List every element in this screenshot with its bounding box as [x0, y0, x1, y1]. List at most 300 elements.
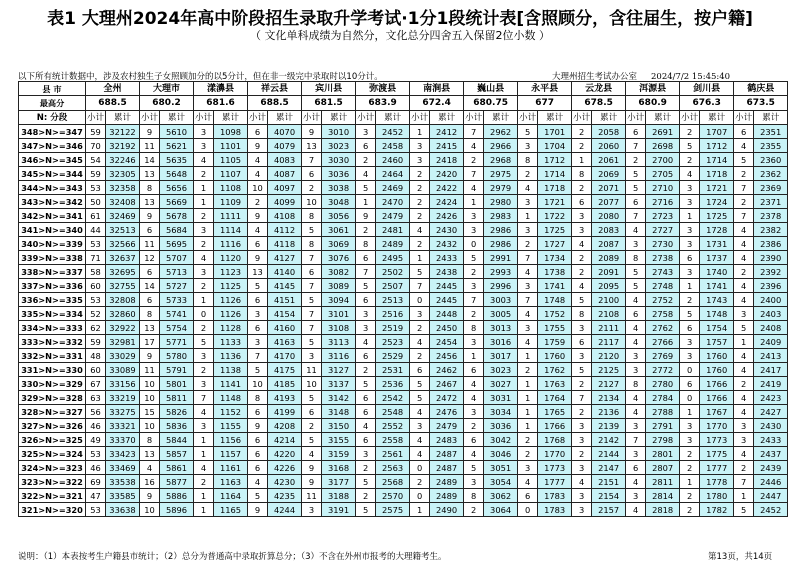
cumulative-header: 累计 [700, 111, 734, 125]
cumulative-cell: 33089 [106, 363, 140, 377]
subtotal-cell: 7 [194, 391, 214, 405]
subtotal-cell: 2 [248, 195, 268, 209]
table-row [19, 433, 788, 447]
cumulative-cell: 2986 [484, 223, 518, 237]
subtotal-cell: 4 [518, 265, 538, 279]
subtotal-cell: 1 [194, 503, 214, 517]
top-score-value: 672.4 [410, 96, 464, 111]
subtotal-cell: 1 [194, 447, 214, 461]
subtotal-cell: 3 [626, 363, 646, 377]
subtotal-cell: 10 [248, 377, 268, 391]
score-range: 323>N>=322 [19, 475, 86, 489]
subtotal-cell: 2 [572, 447, 592, 461]
cumulative-cell: 2568 [376, 475, 410, 489]
cumulative-cell: 2433 [754, 433, 788, 447]
subtotal-cell: 1 [518, 209, 538, 223]
cumulative-cell: 5727 [160, 279, 194, 293]
cumulative-cell: 1157 [214, 447, 248, 461]
subtotal-cell: 3 [518, 461, 538, 475]
subtotal-cell: 3 [464, 209, 484, 223]
subtotal-cell: 11 [140, 363, 160, 377]
subtotal-cell: 15 [140, 405, 160, 419]
subtotal-cell: 8 [518, 153, 538, 167]
cumulative-cell: 2979 [484, 181, 518, 195]
subtotal-cell: 10 [140, 419, 160, 433]
subtotal-header: 小计 [465, 112, 483, 123]
subtotal-cell: 53 [86, 447, 106, 461]
cumulative-cell: 2467 [430, 377, 464, 391]
subtotal-cell: 13 [302, 139, 322, 153]
subtotal-cell: 4 [734, 139, 754, 153]
subtotal-cell: 4 [626, 335, 646, 349]
cumulative-cell: 2769 [646, 349, 680, 363]
subtotal-cell: 5 [464, 461, 484, 475]
top-score-value: 680.9 [626, 96, 680, 111]
subtotal-cell: 1 [518, 391, 538, 405]
cumulative-cell: 2991 [484, 251, 518, 265]
subtotal-header: 小计 [141, 112, 159, 123]
cumulative-cell: 2487 [430, 447, 464, 461]
issuing-office: 大理州招生考试办公室 [552, 72, 638, 82]
cumulative-cell: 1728 [700, 223, 734, 237]
cumulative-cell: 32860 [106, 307, 140, 321]
cumulative-cell: 2378 [754, 209, 788, 223]
cumulative-cell: 2483 [430, 433, 464, 447]
subtotal-cell: 1 [734, 489, 754, 503]
top-score-value: 688.5 [248, 96, 302, 111]
score-range: 332>N>=331 [19, 349, 86, 363]
cumulative-cell: 2502 [376, 265, 410, 279]
subtotal-cell: 5 [680, 139, 700, 153]
cumulative-cell: 4226 [268, 461, 302, 475]
subtotal-cell: 2 [410, 349, 430, 363]
subtotal-cell: 2 [572, 265, 592, 279]
cumulative-cell: 2396 [754, 279, 788, 293]
cumulative-cell: 3030 [322, 153, 356, 167]
subtotal-cell: 10 [248, 181, 268, 195]
county-name: 大理市 [140, 82, 194, 96]
subtotal-cell: 5 [194, 335, 214, 349]
subtotal-cell: 3 [194, 223, 214, 237]
subtotal-header: 小计 [303, 112, 321, 123]
subtotal-cell: 44 [86, 223, 106, 237]
subtotal-cell: 4 [464, 391, 484, 405]
cumulative-cell: 32469 [106, 209, 140, 223]
subtotal-cell: 10 [140, 503, 160, 517]
subtotal-cell: 7 [734, 475, 754, 489]
subtotal-cell: 10 [140, 377, 160, 391]
subtotal-cell: 1 [680, 475, 700, 489]
cumulative-cell: 2975 [484, 167, 518, 181]
subtotal-cell: 6 [248, 433, 268, 447]
subtotal-cell: 6 [680, 321, 700, 335]
subtotal-cell: 4 [464, 447, 484, 461]
cumulative-cell: 1783 [538, 503, 572, 517]
subtotal-cell: 4 [626, 475, 646, 489]
subtotal-cell: 6 [518, 489, 538, 503]
subtotal-header: 小计 [195, 112, 213, 123]
top-score-value: 680.75 [464, 96, 518, 111]
subtotal-cell: 1 [194, 433, 214, 447]
score-range: 338>N>=337 [19, 265, 86, 279]
subtotal-cell: 6 [248, 321, 268, 335]
subtotal-cell: 4 [194, 153, 214, 167]
issue-date: 2024/7/2 15:45:40 [651, 72, 731, 82]
cumulative-cell: 2469 [376, 181, 410, 195]
cumulative-cell: 2134 [592, 391, 626, 405]
subtotal-cell: 0 [194, 307, 214, 321]
cumulative-cell: 2490 [430, 503, 464, 517]
cumulative-cell: 5684 [160, 223, 194, 237]
subtotal-cell: 6 [248, 447, 268, 461]
cumulative-cell: 1098 [214, 125, 248, 139]
subtotal-cell: 9 [140, 125, 160, 139]
subtotal-cell: 8 [626, 377, 646, 391]
cumulative-cell: 2452 [754, 503, 788, 517]
score-range: 339>N>=338 [19, 251, 86, 265]
subtotal-cell: 3 [356, 447, 376, 461]
cumulative-cell: 32755 [106, 279, 140, 293]
subtotal-cell: 3 [626, 349, 646, 363]
score-range: 333>N>=332 [19, 335, 86, 349]
subtotal-cell: 5 [356, 279, 376, 293]
cumulative-cell: 2120 [592, 349, 626, 363]
cumulative-cell: 3034 [484, 405, 518, 419]
subtotal-cell: 6 [410, 363, 430, 377]
subtotal-cell: 7 [734, 209, 754, 223]
cumulative-cell: 2077 [592, 195, 626, 209]
subtotal-cell: 4 [734, 405, 754, 419]
cumulative-cell: 3051 [484, 461, 518, 475]
subtotal-cell: 2 [410, 181, 430, 195]
cumulative-cell: 5771 [160, 335, 194, 349]
top-score-value: 681.5 [302, 96, 356, 111]
cumulative-cell: 2071 [592, 181, 626, 195]
subtotal-cell: 3 [572, 349, 592, 363]
cumulative-cell: 1766 [700, 377, 734, 391]
cumulative-cell: 2818 [646, 503, 680, 517]
score-range: 335>N>=334 [19, 307, 86, 321]
subtotal-cell: 7 [302, 307, 322, 321]
subtotal-cell: 60 [86, 279, 106, 293]
subtotal-cell: 6 [302, 405, 322, 419]
subtotal-cell: 2 [680, 503, 700, 517]
cumulative-cell: 33156 [106, 377, 140, 391]
score-range: 329>N>=328 [19, 391, 86, 405]
cumulative-cell: 4099 [268, 195, 302, 209]
note-left: 以下所有统计数据中，涉及农村独生子女照顾加分的以5分计，但在非一级完中录取时以10分计。 [18, 72, 383, 82]
subtotal-cell: 8 [572, 307, 592, 321]
subtotal-cell: 3 [680, 265, 700, 279]
subtotal-cell: 5 [734, 503, 754, 517]
subtotal-cell: 63 [86, 391, 106, 405]
subtotal-cell: 1 [464, 195, 484, 209]
cumulative-cell: 1724 [700, 195, 734, 209]
cumulative-cell: 4154 [268, 307, 302, 321]
subtotal-cell: 8 [356, 237, 376, 251]
subtotal-cell: 0 [410, 293, 430, 307]
cumulative-cell: 2437 [754, 447, 788, 461]
cumulative-cell: 4193 [268, 391, 302, 405]
cumulative-cell: 3159 [322, 447, 356, 461]
subtotal-cell: 2 [410, 475, 430, 489]
subtotal-cell: 2 [464, 153, 484, 167]
subtotal-cell: 6 [140, 223, 160, 237]
cumulative-header: 累计 [268, 111, 302, 125]
subtotal-cell: 3 [572, 461, 592, 475]
cumulative-cell: 2438 [430, 265, 464, 279]
subtotal-cell: 4 [734, 363, 754, 377]
cumulative-cell: 33370 [106, 433, 140, 447]
cumulative-cell: 2400 [754, 293, 788, 307]
subtotal-cell: 2 [518, 433, 538, 447]
subtotal-cell: 2 [410, 321, 430, 335]
cumulative-cell: 1125 [214, 279, 248, 293]
score-range: 330>N>=329 [19, 377, 86, 391]
subtotal-cell: 3 [194, 377, 214, 391]
cumulative-cell: 2430 [754, 419, 788, 433]
cumulative-cell: 4185 [268, 377, 302, 391]
cumulative-cell: 3013 [484, 321, 518, 335]
score-range: 344>N>=343 [19, 181, 86, 195]
subtotal-cell: 9 [248, 419, 268, 433]
cumulative-cell: 1107 [214, 167, 248, 181]
subtotal-cell: 8 [572, 167, 592, 181]
subtotal-cell: 2 [734, 167, 754, 181]
cumulative-cell: 1777 [538, 475, 572, 489]
subtotal-cell: 7 [626, 209, 646, 223]
table-row [19, 181, 788, 195]
subtotal-cell: 13 [140, 195, 160, 209]
subtotal-cell: 3 [734, 433, 754, 447]
subtotal-cell: 53 [86, 503, 106, 517]
cumulative-cell: 1741 [700, 279, 734, 293]
top-score-value: 677 [518, 96, 572, 111]
subtotal-cell: 3 [572, 223, 592, 237]
cumulative-cell: 1762 [538, 363, 572, 377]
cumulative-cell: 3023 [484, 363, 518, 377]
cumulative-cell: 2452 [376, 125, 410, 139]
subtotal-cell: 2 [572, 377, 592, 391]
county-header-row [19, 82, 788, 96]
cumulative-cell: 2087 [592, 237, 626, 251]
cumulative-cell: 3046 [484, 447, 518, 461]
cumulative-cell: 5844 [160, 433, 194, 447]
subtotal-cell: 0 [518, 503, 538, 517]
subtotal-cell: 4 [302, 447, 322, 461]
subtotal-cell: 3 [680, 419, 700, 433]
subtotal-cell: 4 [248, 167, 268, 181]
cumulative-cell: 1741 [538, 279, 572, 293]
subtotal-cell: 8 [626, 251, 646, 265]
subtotal-cell: 4 [410, 433, 430, 447]
cumulative-cell: 1763 [538, 377, 572, 391]
subtotal-cell: 59 [86, 125, 106, 139]
cumulative-cell: 4097 [268, 181, 302, 195]
subtotal-cell: 5 [302, 433, 322, 447]
subtotal-cell: 52 [86, 307, 106, 321]
subtotal-cell: 7 [518, 251, 538, 265]
cumulative-cell: 1109 [214, 195, 248, 209]
subtotal-cell: 2 [302, 181, 322, 195]
cumulative-cell: 1136 [214, 349, 248, 363]
cumulative-cell: 33321 [106, 419, 140, 433]
subtotal-cell: 6 [734, 125, 754, 139]
cumulative-cell: 2476 [430, 405, 464, 419]
cumulative-cell: 2142 [592, 433, 626, 447]
cumulative-cell: 1731 [700, 237, 734, 251]
subtotal-cell: 4 [410, 447, 430, 461]
subtotal-cell: 2 [734, 377, 754, 391]
subtotal-cell: 2 [734, 265, 754, 279]
cumulative-cell: 4214 [268, 433, 302, 447]
subtotal-cell: 6 [626, 307, 646, 321]
cumulative-cell: 2762 [646, 321, 680, 335]
cumulative-cell: 5801 [160, 377, 194, 391]
cumulative-cell: 2489 [430, 489, 464, 503]
cumulative-header: 累计 [484, 111, 518, 125]
cumulative-cell: 33469 [106, 461, 140, 475]
score-range: 348>N>=347 [19, 125, 86, 139]
subtotal-cell: 1 [572, 153, 592, 167]
subtotal-cell: 3 [464, 335, 484, 349]
table-row [19, 405, 788, 419]
subtotal-cell: 1 [194, 181, 214, 195]
cumulative-cell: 4079 [268, 139, 302, 153]
cumulative-cell: 1714 [538, 167, 572, 181]
subtotal-cell: 5 [248, 279, 268, 293]
subtotal-cell: 2 [680, 153, 700, 167]
table-row [19, 321, 788, 335]
cumulative-cell: 3155 [322, 433, 356, 447]
cumulative-cell: 2080 [592, 209, 626, 223]
cumulative-cell: 1722 [538, 209, 572, 223]
subtotal-cell: 1 [518, 349, 538, 363]
cumulative-cell: 2100 [592, 293, 626, 307]
subtotal-cell: 9 [248, 139, 268, 153]
cumulative-cell: 2422 [430, 181, 464, 195]
cumulative-cell: 1734 [538, 251, 572, 265]
subtotal-cell: 10 [302, 195, 322, 209]
subtotal-cell: 7 [302, 279, 322, 293]
cumulative-cell: 2710 [646, 181, 680, 195]
subtotal-cell: 2 [518, 237, 538, 251]
subtotal-cell: 3 [464, 405, 484, 419]
cumulative-cell: 1163 [214, 475, 248, 489]
subtotal-cell: 0 [410, 489, 430, 503]
subtotal-cell: 62 [86, 321, 106, 335]
subtotal-cell: 5 [518, 125, 538, 139]
cumulative-cell: 32566 [106, 237, 140, 251]
cumulative-cell: 1770 [538, 447, 572, 461]
table-row [19, 209, 788, 223]
subtotal-cell: 58 [86, 265, 106, 279]
cumulative-cell: 3150 [322, 419, 356, 433]
subtotal-cell: 50 [86, 195, 106, 209]
cumulative-cell: 32408 [106, 195, 140, 209]
subtotal-cell: 6 [302, 265, 322, 279]
score-range: 322>N>=321 [19, 489, 86, 503]
cumulative-cell: 3113 [322, 335, 356, 349]
cumulative-cell: 4163 [268, 335, 302, 349]
subtotal-cell: 1 [464, 349, 484, 363]
table-row [19, 363, 788, 377]
cumulative-cell: 2095 [592, 279, 626, 293]
cumulative-cell: 2058 [592, 125, 626, 139]
cumulative-cell: 33219 [106, 391, 140, 405]
cumulative-cell: 32981 [106, 335, 140, 349]
cumulative-cell: 3036 [322, 167, 356, 181]
top-score-value: 681.6 [194, 96, 248, 111]
cumulative-cell: 3108 [322, 321, 356, 335]
cumulative-cell: 3017 [484, 349, 518, 363]
subtotal-cell: 3 [518, 139, 538, 153]
cumulative-cell: 3076 [322, 251, 356, 265]
subtotal-cell: 3 [680, 195, 700, 209]
subtotal-cell: 5 [734, 321, 754, 335]
cumulative-cell: 1156 [214, 433, 248, 447]
subtotal-cell: 5 [626, 181, 646, 195]
subtotal-cell: 2 [194, 167, 214, 181]
subtotal-cell: 1 [194, 195, 214, 209]
subtotal-cell: 4 [248, 475, 268, 489]
cumulative-header: 累计 [538, 111, 572, 125]
cumulative-cell: 5713 [160, 265, 194, 279]
subtotal-cell: 54 [86, 153, 106, 167]
cumulative-cell: 2487 [430, 461, 464, 475]
cumulative-cell: 2369 [754, 181, 788, 195]
subtotal-cell: 6 [356, 433, 376, 447]
county-name: 巍山县 [464, 82, 518, 96]
subtotal-cell: 3 [572, 321, 592, 335]
cumulative-cell: 32513 [106, 223, 140, 237]
subtotal-cell: 8 [140, 181, 160, 195]
subtotal-cell: 6 [356, 405, 376, 419]
subtotal-cell: 3 [572, 503, 592, 517]
cumulative-cell: 2723 [646, 209, 680, 223]
subtotal-cell: 2 [302, 419, 322, 433]
cumulative-cell: 1766 [538, 419, 572, 433]
cumulative-cell: 2780 [646, 377, 680, 391]
subtotal-cell: 67 [86, 377, 106, 391]
cumulative-cell: 32246 [106, 153, 140, 167]
cumulative-cell: 2788 [646, 405, 680, 419]
subtotal-cell: 5 [356, 181, 376, 195]
cumulative-cell: 3048 [322, 195, 356, 209]
subtotal-cell: 5 [356, 377, 376, 391]
cumulative-cell: 1759 [538, 335, 572, 349]
subtotal-cell: 4 [734, 447, 754, 461]
cumulative-cell: 3056 [322, 209, 356, 223]
subtotal-cell: 4 [518, 475, 538, 489]
cumulative-cell: 3016 [484, 335, 518, 349]
cumulative-cell: 5886 [160, 489, 194, 503]
cumulative-cell: 5836 [160, 419, 194, 433]
cumulative-cell: 2351 [754, 125, 788, 139]
subtotal-cell: 4 [734, 349, 754, 363]
cumulative-cell: 2993 [484, 265, 518, 279]
subtotal-cell: 4 [518, 307, 538, 321]
county-name: 漾濞县 [194, 82, 248, 96]
cumulative-cell: 1782 [700, 503, 734, 517]
subtotal-cell: 7 [410, 279, 430, 293]
cumulative-cell: 1737 [700, 251, 734, 265]
cumulative-cell: 2542 [376, 391, 410, 405]
cumulative-cell: 4230 [268, 475, 302, 489]
subtotal-cell: 2 [572, 139, 592, 153]
top-score-value: 688.5 [86, 96, 140, 111]
cumulative-cell: 1701 [538, 125, 572, 139]
